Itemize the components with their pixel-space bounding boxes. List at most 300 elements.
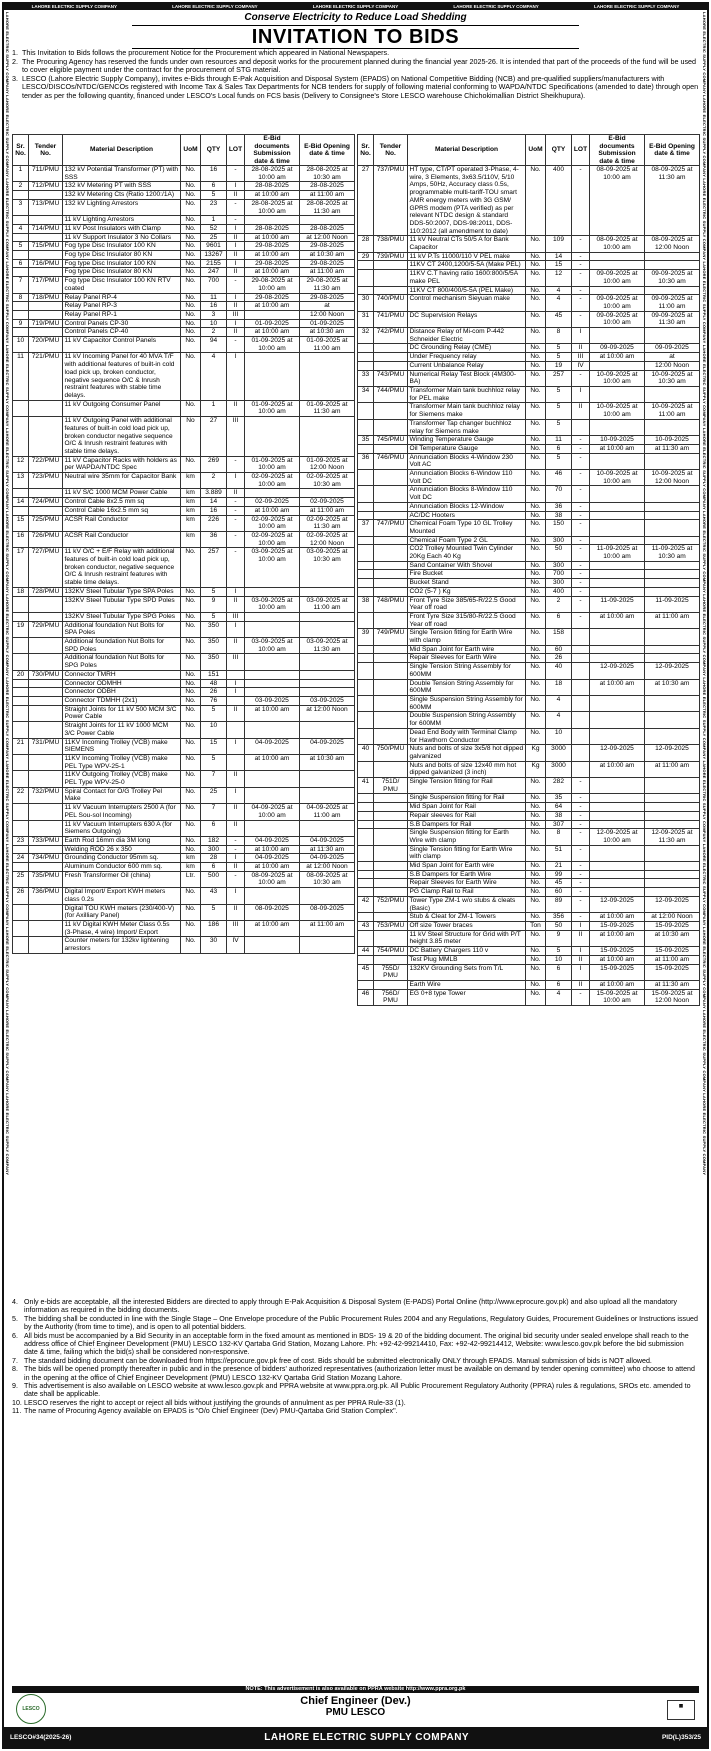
table-cell: 725/PMU bbox=[29, 515, 63, 531]
table-cell: 02-09-2025 at 10:00 am bbox=[245, 531, 300, 547]
table-cell: 36 bbox=[546, 502, 572, 511]
table-cell: - bbox=[572, 252, 590, 261]
table-cell: No. bbox=[526, 328, 546, 344]
table-cell: 11-09-2025 bbox=[590, 596, 645, 612]
table-cell: at 10:30 am bbox=[300, 328, 355, 337]
table-cell: - bbox=[572, 236, 590, 252]
table-cell: - bbox=[572, 845, 590, 861]
table-cell: - bbox=[572, 862, 590, 871]
table-cell bbox=[374, 879, 408, 888]
table-cell: km bbox=[181, 863, 201, 872]
table-cell: I bbox=[227, 738, 245, 754]
table-cell: 724/PMU bbox=[29, 498, 63, 507]
table-cell: 753/PMU bbox=[374, 921, 408, 930]
table-cell: 15 bbox=[546, 261, 572, 270]
table-cell: 94 bbox=[201, 337, 227, 353]
table-row bbox=[358, 444, 700, 453]
table-cell: at 12:00 Noon bbox=[300, 233, 355, 242]
table-cell: 8 bbox=[13, 293, 29, 302]
table-cell: - bbox=[572, 295, 590, 311]
table-cell: - bbox=[572, 803, 590, 812]
table-cell: 7 bbox=[201, 804, 227, 820]
table-cell: 03-09-2025 at 10:00 am bbox=[245, 596, 300, 612]
table-cell bbox=[29, 820, 63, 836]
table-cell bbox=[645, 587, 700, 596]
table-cell: 18 bbox=[13, 587, 29, 596]
table-cell: No. bbox=[181, 754, 201, 770]
intro-text: The Procuring Agency has reserved the funds under own resources and deposit works for the procurement planned during the financial year 2025-26. It is intended that part of the proceeds of the fund will be used to cover eligible payment under the contract for the procurement of STG material. bbox=[22, 56, 697, 75]
table-row bbox=[13, 587, 355, 596]
table-cell: 700 bbox=[546, 570, 572, 579]
table-cell: No. bbox=[526, 436, 546, 445]
table-cell: No. bbox=[181, 705, 201, 721]
table-cell bbox=[13, 722, 29, 738]
top-strip bbox=[4, 3, 707, 10]
table-cell bbox=[245, 654, 300, 670]
table-cell: 29-08-2025 at 11:30 am bbox=[300, 277, 355, 293]
table-cell: - bbox=[572, 436, 590, 445]
table-cell: 700 bbox=[201, 277, 227, 293]
table-cell bbox=[374, 587, 408, 596]
table-cell bbox=[300, 654, 355, 670]
table-cell bbox=[358, 361, 374, 370]
table-cell: 132KV Grounding Sets from T/L bbox=[408, 964, 526, 980]
table-cell: Fog type Disc Insulator 80 KN bbox=[63, 268, 181, 277]
table-cell: 31 bbox=[358, 311, 374, 327]
footer-note bbox=[12, 1365, 699, 1382]
table-cell: 11KV CT 2400,1200/5-5A (Make PEL) bbox=[408, 261, 526, 270]
table-cell bbox=[645, 579, 700, 588]
table-cell bbox=[29, 191, 63, 200]
table-cell: at 10:30 am bbox=[300, 754, 355, 770]
table-cell: 08-09-2025 at 11:30 am bbox=[645, 166, 700, 236]
table-cell: No. bbox=[526, 587, 546, 596]
table-cell: No. bbox=[181, 166, 201, 182]
table-cell: 44 bbox=[358, 947, 374, 956]
table-cell: at 11:00 am bbox=[645, 761, 700, 777]
table-cell bbox=[358, 261, 374, 270]
table-cell: at 10:00 am bbox=[245, 863, 300, 872]
table-row bbox=[13, 353, 355, 400]
table-cell: 736/PMU bbox=[29, 888, 63, 904]
table-cell bbox=[29, 328, 63, 337]
table-cell: No. bbox=[181, 596, 201, 612]
table-cell: III bbox=[227, 654, 245, 670]
table-cell: 16 bbox=[201, 166, 227, 182]
table-cell: 6 bbox=[546, 980, 572, 989]
table-cell: Chemical Foam Type 10 GL Trolley Mounted bbox=[408, 520, 526, 536]
table-cell: 15-09-2025 bbox=[590, 947, 645, 956]
table-header-row bbox=[13, 135, 355, 166]
table-cell bbox=[374, 419, 408, 435]
table-cell bbox=[645, 252, 700, 261]
table-cell: Neutral wire 35mm for Capacitor Bank bbox=[63, 473, 181, 489]
footer-note-number: 10. bbox=[12, 1398, 22, 1407]
table-cell bbox=[300, 787, 355, 803]
table-cell: 350 bbox=[201, 621, 227, 637]
table-cell: No. bbox=[181, 697, 201, 706]
table-cell: at 10:00 am bbox=[590, 930, 645, 946]
table-cell bbox=[300, 612, 355, 621]
table-cell bbox=[358, 803, 374, 812]
table-cell: 731/PMU bbox=[29, 738, 63, 754]
table-cell bbox=[245, 670, 300, 679]
table-cell: No. bbox=[526, 596, 546, 612]
table-cell: 749/PMU bbox=[374, 629, 408, 645]
table-cell: 04-09-2025 bbox=[245, 836, 300, 845]
table-cell: No. bbox=[181, 182, 201, 191]
table-cell: 738/PMU bbox=[374, 236, 408, 252]
table-cell: I bbox=[572, 921, 590, 930]
footer-note-number: 9. bbox=[12, 1382, 18, 1391]
table-cell: 11-09-2025 at 10:00 am bbox=[590, 545, 645, 561]
table-cell: - bbox=[572, 444, 590, 453]
table-cell: III bbox=[227, 612, 245, 621]
table-cell: km bbox=[181, 854, 201, 863]
table-cell: 46 bbox=[358, 989, 374, 1005]
table-cell: 6 bbox=[13, 259, 29, 268]
table-cell: No. bbox=[181, 353, 201, 400]
table-cell: S.B Dampers for Rail bbox=[408, 820, 526, 829]
table-cell: 02-09-2025 bbox=[300, 498, 355, 507]
footer-note-text: The standard bidding document can be downloaded from https://eprocure.gov.pk free of cost. Bids should be submitted electronically ONLY through EPADS. Manual submission of bids is NOT allowed. bbox=[24, 1356, 652, 1365]
table-cell: 17 bbox=[13, 548, 29, 588]
table-cell: I bbox=[572, 947, 590, 956]
table-cell: - bbox=[227, 531, 245, 547]
table-cell bbox=[374, 444, 408, 453]
table-cell: II bbox=[227, 638, 245, 654]
table-cell: Single Tension fitting for Earth Wire with clamp bbox=[408, 629, 526, 645]
footer-note-number: 4. bbox=[12, 1298, 18, 1306]
table-row bbox=[358, 862, 700, 871]
table-cell: 150 bbox=[546, 520, 572, 536]
footer-note-number: 5. bbox=[12, 1314, 18, 1323]
table-cell: Mid Span Joint for Earth wire bbox=[408, 862, 526, 871]
table-cell bbox=[245, 722, 300, 738]
table-cell: II bbox=[227, 302, 245, 311]
table-cell: 11 bbox=[201, 293, 227, 302]
table-cell: II bbox=[572, 930, 590, 946]
table-cell bbox=[572, 745, 590, 761]
table-cell: - bbox=[227, 871, 245, 887]
table-cell: No. bbox=[526, 311, 546, 327]
table-cell: 15-09-2025 bbox=[590, 921, 645, 930]
table-cell: - bbox=[572, 502, 590, 511]
table-cell bbox=[645, 486, 700, 502]
table-cell: 257 bbox=[546, 370, 572, 386]
table-cell: 712/PMU bbox=[29, 182, 63, 191]
table-cell: No. bbox=[526, 845, 546, 861]
table-cell: 3 bbox=[13, 199, 29, 215]
table-cell: Oil Temperature Gauge bbox=[408, 444, 526, 453]
table-cell bbox=[590, 712, 645, 728]
table-cell: at 10:00 am bbox=[590, 980, 645, 989]
column-header: Tender No. bbox=[374, 135, 408, 166]
intro-number: 2. bbox=[12, 56, 18, 66]
table-cell bbox=[374, 913, 408, 922]
table-cell bbox=[29, 638, 63, 654]
table-cell bbox=[590, 252, 645, 261]
table-cell: 19 bbox=[13, 621, 29, 637]
table-cell bbox=[590, 536, 645, 545]
table-cell bbox=[374, 511, 408, 520]
table-cell bbox=[572, 654, 590, 663]
footer-note-number: 8. bbox=[12, 1365, 18, 1374]
table-cell: Single Suspension fitting for Earth Wire with clamp bbox=[408, 829, 526, 845]
footer-note bbox=[12, 1399, 699, 1407]
table-row bbox=[13, 531, 355, 547]
table-row bbox=[358, 811, 700, 820]
table-cell bbox=[29, 302, 63, 311]
table-cell bbox=[590, 879, 645, 888]
table-row bbox=[13, 199, 355, 215]
table-cell: at 11:30 am bbox=[645, 444, 700, 453]
table-cell: 02-09-2025 at 11:30 am bbox=[300, 515, 355, 531]
table-cell: at 10:00 am bbox=[245, 233, 300, 242]
table-cell: 15 bbox=[201, 738, 227, 754]
table-row bbox=[358, 803, 700, 812]
table-cell: Additional foundation Nut Bolts for SPA Poles bbox=[63, 621, 181, 637]
table-cell: I bbox=[227, 787, 245, 803]
table-cell: 08-09-2025 at 10:30 am bbox=[300, 871, 355, 887]
table-cell: Tower Type ZM-1 w/o stubs & cleats (Basic) bbox=[408, 896, 526, 912]
table-cell bbox=[300, 820, 355, 836]
table-cell bbox=[227, 697, 245, 706]
table-cell: No. bbox=[181, 654, 201, 670]
table-cell: 10-09-2025 at 11:00 am bbox=[645, 403, 700, 419]
table-cell: Front Tyre Size 315/80-R/22.5 Good Year off road bbox=[408, 612, 526, 628]
table-cell: 11KV Outgoing Trolley (VCB) make PEL Type WPV-25-0 bbox=[63, 771, 181, 787]
table-cell bbox=[374, 470, 408, 486]
table-cell: 12-09-2025 bbox=[590, 896, 645, 912]
table-row bbox=[358, 166, 700, 236]
table-cell: 02-09-2025 at 12:00 Noon bbox=[300, 531, 355, 547]
table-cell: 27 bbox=[201, 417, 227, 457]
table-row bbox=[13, 612, 355, 621]
table-cell: II bbox=[572, 344, 590, 353]
table-row bbox=[13, 473, 355, 489]
table-row bbox=[13, 920, 355, 936]
table-cell: 01-09-2025 at 10:00 am bbox=[245, 400, 300, 416]
table-cell: - bbox=[572, 486, 590, 502]
table-cell bbox=[29, 904, 63, 920]
table-cell: 745/PMU bbox=[374, 436, 408, 445]
table-row bbox=[358, 596, 700, 612]
table-cell: - bbox=[572, 545, 590, 561]
table-cell: 34 bbox=[358, 386, 374, 402]
table-cell bbox=[374, 645, 408, 654]
table-cell: No. bbox=[181, 688, 201, 697]
table-cell: at 10:00 am bbox=[245, 705, 300, 721]
table-cell: Double Suspension String Assembly for 600MM bbox=[408, 712, 526, 728]
lesco-reference: LESCO#34(2025-26) bbox=[10, 1733, 72, 1741]
table-row bbox=[358, 654, 700, 663]
table-cell: No. bbox=[526, 570, 546, 579]
table-cell: 2 bbox=[201, 328, 227, 337]
table-cell: 13267 bbox=[201, 251, 227, 260]
table-cell bbox=[358, 663, 374, 679]
table-cell: 5 bbox=[546, 344, 572, 353]
table-cell: 728/PMU bbox=[29, 587, 63, 596]
table-row bbox=[13, 293, 355, 302]
table-cell: 11 kV Steel Structure for Grid with P/T height 3.85 meter bbox=[408, 930, 526, 946]
table-cell: 60 bbox=[546, 645, 572, 654]
table-cell: - bbox=[572, 870, 590, 879]
table-row bbox=[358, 545, 700, 561]
table-cell bbox=[645, 778, 700, 794]
table-cell: 158 bbox=[546, 629, 572, 645]
table-cell: 10 bbox=[13, 337, 29, 353]
table-cell bbox=[590, 778, 645, 794]
table-cell bbox=[29, 679, 63, 688]
table-cell: at 10:00 am bbox=[590, 444, 645, 453]
table-cell: No. bbox=[526, 579, 546, 588]
table-cell bbox=[590, 453, 645, 469]
table-row bbox=[358, 252, 700, 261]
table-cell: Fog type Disc Insulator 80 KN bbox=[63, 251, 181, 260]
table-cell bbox=[13, 612, 29, 621]
table-cell: No. bbox=[526, 386, 546, 402]
table-cell: No. bbox=[526, 888, 546, 897]
table-cell: II bbox=[227, 251, 245, 260]
table-cell: at 11:00 am bbox=[645, 955, 700, 964]
table-cell bbox=[374, 679, 408, 695]
table-cell: 132 kV Metering PT with SSS bbox=[63, 182, 181, 191]
table-cell: II bbox=[227, 705, 245, 721]
table-cell: - bbox=[572, 579, 590, 588]
table-cell: No. bbox=[526, 270, 546, 286]
table-cell: Single Tension fitting for Earth Wire with clamp bbox=[408, 845, 526, 861]
table-row bbox=[358, 386, 700, 402]
table-cell: Fog type Disc Insulator 100 KN RTV coated bbox=[63, 277, 181, 293]
table-cell: No. bbox=[181, 920, 201, 936]
table-cell: 19 bbox=[546, 361, 572, 370]
table-cell bbox=[358, 913, 374, 922]
table-cell: I bbox=[227, 293, 245, 302]
table-cell: 51 bbox=[546, 845, 572, 861]
table-cell: 11 kV P.Ts 11000/110 V PEL make bbox=[408, 252, 526, 261]
table-cell: at 11:30 am bbox=[300, 845, 355, 854]
table-row bbox=[358, 261, 700, 270]
table-cell: No. bbox=[181, 233, 201, 242]
table-row bbox=[358, 955, 700, 964]
table-row bbox=[358, 913, 700, 922]
table-cell: - bbox=[227, 498, 245, 507]
table-cell bbox=[358, 955, 374, 964]
table-row bbox=[13, 787, 355, 803]
table-cell bbox=[358, 888, 374, 897]
table-cell: 03-09-2025 at 10:30 am bbox=[300, 548, 355, 588]
table-cell: I bbox=[227, 182, 245, 191]
table-cell: at 10:00 am bbox=[590, 955, 645, 964]
table-cell: - bbox=[572, 570, 590, 579]
table-cell: No. bbox=[526, 470, 546, 486]
table-cell: 5 bbox=[546, 419, 572, 435]
table-cell bbox=[645, 629, 700, 645]
table-cell: Annunciation Blocks 12-Window bbox=[408, 502, 526, 511]
table-row bbox=[358, 561, 700, 570]
table-cell bbox=[13, 233, 29, 242]
table-cell: - bbox=[572, 612, 590, 628]
table-cell: No. bbox=[181, 836, 201, 845]
table-cell: 50 bbox=[546, 545, 572, 561]
table-row bbox=[13, 670, 355, 679]
table-cell bbox=[29, 506, 63, 515]
table-cell bbox=[645, 328, 700, 344]
table-cell: No. bbox=[526, 370, 546, 386]
table-cell: 25 bbox=[13, 871, 29, 887]
table-cell: Control Panels CP-40 bbox=[63, 328, 181, 337]
table-cell bbox=[645, 879, 700, 888]
table-cell: 02-09-2025 bbox=[245, 498, 300, 507]
table-cell: at 10:30 am bbox=[300, 251, 355, 260]
table-cell bbox=[590, 587, 645, 596]
table-cell: Fog type Disc Insulator 100 KN bbox=[63, 259, 181, 268]
table-cell: 269 bbox=[201, 456, 227, 472]
table-row bbox=[358, 511, 700, 520]
table-row bbox=[358, 712, 700, 728]
table-cell: II bbox=[227, 596, 245, 612]
table-cell: No. bbox=[526, 829, 546, 845]
table-cell bbox=[374, 955, 408, 964]
table-cell bbox=[572, 679, 590, 695]
table-cell: at 10:00 am bbox=[245, 302, 300, 311]
signature-block bbox=[12, 1695, 699, 1718]
table-cell: 8 bbox=[546, 328, 572, 344]
table-cell: Off size Tower braces bbox=[408, 921, 526, 930]
table-row bbox=[13, 233, 355, 242]
table-cell bbox=[358, 879, 374, 888]
table-cell: 04-09-2025 bbox=[245, 854, 300, 863]
table-cell bbox=[358, 536, 374, 545]
table-row bbox=[358, 470, 700, 486]
table-cell: Double Tension String Assembly for 600MM bbox=[408, 679, 526, 695]
table-cell bbox=[245, 621, 300, 637]
table-cell: 36 bbox=[358, 453, 374, 469]
table-cell: at 11:00 am bbox=[300, 268, 355, 277]
table-cell bbox=[590, 419, 645, 435]
table-row bbox=[358, 328, 700, 344]
table-cell bbox=[13, 937, 29, 953]
table-cell bbox=[590, 629, 645, 645]
table-cell: - bbox=[572, 596, 590, 612]
table-cell: 247 bbox=[201, 268, 227, 277]
table-cell: 23 bbox=[13, 836, 29, 845]
table-cell bbox=[300, 621, 355, 637]
table-cell: Bucket Stand bbox=[408, 579, 526, 588]
table-cell: 04-09-2025 bbox=[245, 738, 300, 754]
intro-text: LESCO (Lahore Electric Supply Company), invites e-Bids through E-Pak Acquisition and Disposal System (EPADS) on National Competitive Bidding (NCB) and pre-qualified suppliers/manufacturers with LESCO/DISCOs/NTDC/GENCOs registered with Income Tax & Sales Tax Departments for NCB tenders for supply of following material conforming to WAPDA/NTDC Specifications (amended to date) through open tender as per the following quantity, financed under LESCO's Local funds on FCS basis (Delivery to Consignee's Store LESCO warehouse Chichokimallian District Sheikhupura). bbox=[22, 73, 699, 100]
table-cell: 10-09-2025 at 12:00 Noon bbox=[645, 470, 700, 486]
table-cell: Chemical Foam Type 2 GL bbox=[408, 536, 526, 545]
table-row bbox=[358, 989, 700, 1005]
tender-tables bbox=[12, 134, 699, 1294]
table-cell: at 10:00 am bbox=[590, 612, 645, 628]
table-cell bbox=[645, 570, 700, 579]
table-cell: 11KV Incoming Trolley (VCB) make PEL Type WPV-25-1 bbox=[63, 754, 181, 770]
table-cell: No. bbox=[181, 904, 201, 920]
conserve-slogan: Conserve Electricity to Reduce Load Shedding bbox=[244, 12, 467, 23]
table-cell: - bbox=[572, 913, 590, 922]
table-cell: No. bbox=[181, 400, 201, 416]
side-strip-text: LAHORE ELECTRIC SUPPLY COMPANY LAHORE ELECTRIC SUPPLY COMPANY LAHORE ELECTRIC SUPPLY COMPANY LAHORE ELECTRIC SUPPLY COMPANY LAHORE ELECTRIC SUPPLY COMPANY LAHORE ELECTRIC SUPPLY COMPANY LAHORE ELECTRIC SUPPLY COMPANY LAHORE ELECTRIC SUPPLY COMPANY LAHORE ELECTRIC SUPPLY COMPANY LAHORE ELECTRIC SUPPLY COMPANY LAHORE ELECTRIC SUPPLY COMPANY LAHORE ELECTRIC SUPPLY COMPANY LAHORE ELECTRIC SUPPLY COMPANY LAHORE ELECTRIC SUPPLY COMPANY bbox=[702, 12, 707, 1176]
table-cell: 01-09-2025 at 10:00 am bbox=[245, 337, 300, 353]
table-cell: 09-09-2025 at 11:00 am bbox=[645, 295, 700, 311]
footer-note-text: Only e-bids are acceptable, all the interested Bidders are directed to apply through E-Pak Acquisition & Disposal System (E-PADS) Portal Online (http://www.eprocure.gov.pk) and also upload all the mandatory information as required in the bidding documents. bbox=[24, 1298, 678, 1315]
column-header: E-Bid documents Submission date & time bbox=[590, 135, 645, 166]
table-cell: 2 bbox=[201, 473, 227, 489]
table-cell: km bbox=[181, 473, 201, 489]
